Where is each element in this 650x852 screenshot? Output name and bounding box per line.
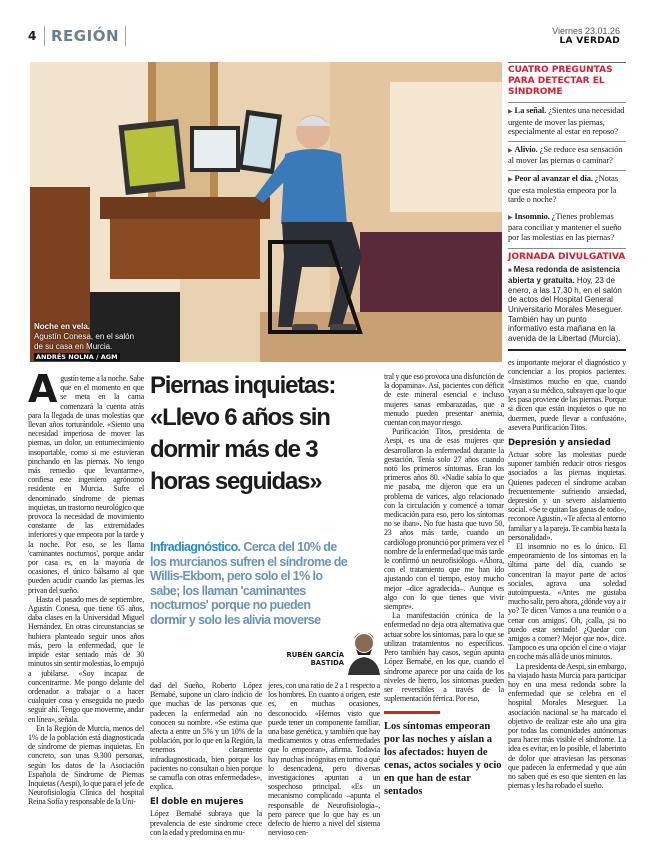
event-details: Hoy, 23 de enero, a las 17.30 h, en el salón de actos del Hospital General Universitario Morales Meseguer. También hay un punto informativo esta mañana en la avenida de la Libertad (Murcia). (508, 276, 623, 343)
event-text (508, 265, 626, 344)
article-column-1 (28, 367, 144, 807)
question-item (508, 209, 626, 243)
page-number: 4 (28, 29, 37, 43)
publication-name: LA VERDAD (559, 36, 620, 46)
author-photo (348, 629, 380, 675)
event-box (508, 248, 626, 352)
main-photo (30, 62, 502, 362)
paragraph: Purificación Titos, presidenta de Aespi, es una de esas mujeres que desarrollaron la enfermedad durante la gestación. Tenía solo 27 años cuando notó los primeros síntomas. Eran los primeros años 80. «Nadie sabía lo que me pasaba, me dijeron que era un problema de varices, algo relacionado con la circulación y comencé a tomar medicación para eso, pero los síntomas no se iban». No fue hasta que tuvo 50, 23 años más tarde, cuando un cardiólogo pronunció por primera vez el nombre de la enfermedad que más tarde le confirmó un neurofisiólogo. «Ahora, con el tratamiento que me han ido ajustando con el tiempo, estoy mucho mejor –dice agradecida–. Aunque es algo con lo que tienes que vivir siempre». (384, 427, 504, 612)
lower-columns (150, 681, 380, 837)
article-column-2 (150, 681, 262, 837)
photo-man-at-computer (30, 62, 502, 362)
pull-quote: Los síntomas empeoran por las noches y aíslan a los afectados: huyen de cenas, actos sociales y ocio en que han de estar sentados (384, 721, 502, 798)
masthead-info (552, 26, 620, 46)
event-label: Mesa redonda de asistencia abierta y gratuita. (508, 264, 620, 286)
question-text: ¿Notas que esta molestia empeora por la tarde o noche? (508, 172, 618, 205)
headline-line: horas seguidas» (150, 468, 322, 495)
subtitle (150, 540, 348, 627)
quote-accent-bar (384, 711, 440, 714)
question-item (508, 170, 626, 205)
drop-cap: A (28, 367, 58, 411)
caption-text: Agustín Conesa, en el salón de su casa en Murcia. (34, 332, 135, 351)
divider (508, 349, 626, 351)
paragraph: López Bernabé subraya que la prevalencia de este síndrome crece con la edad y predomina en mu- (150, 809, 262, 837)
photo-caption (34, 322, 144, 362)
question-text: ¿Se reduce esa sensación al mover las piernas o caminar? (508, 143, 623, 166)
paragraph: tral y que eso provoca una disfunción de la dopamina». Así, pacientes con déficit de este mineral esencial e incluso mujeres sanas embarazadas, que a menudo pueden presentar anemia, cuentan con mayor riesgo. (384, 372, 504, 428)
section-label: REGIÓN (44, 26, 126, 46)
sidebar-box (508, 62, 626, 351)
headline (150, 370, 380, 498)
sidebar-title: CUATRO PREGUNTAS PARA DETECTAR EL SÍNDROME (508, 62, 626, 98)
column-4-block (384, 372, 504, 798)
headline-line: Piernas inquietas: (150, 372, 336, 399)
triangle-bullet-icon: ▶ (508, 147, 513, 154)
byline: RUBÉN GARCÍA BASTIDA (286, 651, 344, 667)
question-text: ¿Sientes una necesidad urgente de mover las piernas, especialmente al estar en reposo? (508, 105, 625, 137)
paragraph: jeres, con una ratio de 2 a 1 respecto a los hombres. En cuanto a origen, este es, en muchas ocasiones, desconocido. «Hemos visto que puede tener un componente familiar, una base genética, y también que hay medicamentos y otras enfermedades que lo empeoran», afirma. Todavía hay muchas incógnitas en torno a qué lo desencadena, pero diversas investigaciones apuntan a un sospechoso principal. «Es un mecanismo complicado –apunta el responsable de Neurofisiología–, pero parece que lo que hay es un defecto de hierro a nivel del sistema nervioso cen- (268, 681, 380, 838)
triangle-bullet-icon: ▶ (508, 109, 513, 115)
event-title: JORNADA DIVULGATIVA (508, 251, 626, 262)
paragraph: La manifestación crónica de la enfermedad no deja otra alternativa que actuar sobre los síntomas, para lo que se utilizan tratamientos no específicos. Pero también hay casos, según apunta López Bernabé, en los que, cuando el síndrome aparece por una caída de los niveles de hierro, los síntomas pueden ser reversibles a través de la suplementación férrica. Por eso, (384, 611, 504, 704)
paragraph: En la Región de Murcia, menos del 1% de la población está diagnosticada de síndrome de piernas inquietas. En concreto, son unas 9.300 personas, según los datos de la Asociación Española de Síndrome de Piernas Inquietas (Aespi), lo que para el jefe de Neurofisiología Clínica del hospital Reina Sofía y responsable de la Uni- (28, 723, 144, 807)
article-column-3 (268, 681, 380, 837)
question-label: La señal. (514, 105, 547, 115)
paragraph: Hasta el pasado mes de septiembre, Agustín Conesa, que tiene 65 años, daba clases en la Universidad Miguel Hernández. En otras circunstancias se hubiera planteado seguir unos años más, pero la enfermedad, que le impide estar sentado más de 30 minutos sin sentir molestias, lo empujó a jubilarse. «Soy incapaz de concentrarme. Me pongo delante del ordenador a trabajar o a hacer cualquier cosa y enseguida no puedo seguir ahí. Tengo que moverme, andar en línea», señala. (28, 594, 144, 724)
headline-block (150, 370, 380, 837)
subheading: El doble en mujeres (150, 797, 244, 808)
byline-row (150, 629, 380, 675)
date: Viernes 23.01.26 (552, 26, 620, 36)
photo-credit: ANDRÉS NOLNA / AGM (36, 353, 118, 361)
question-label: Peor al avanzar el día. (514, 172, 593, 183)
caption-title: Noche en vela. (34, 322, 91, 331)
subtitle-text: Cerca del 10% de los murcianos sufren el síndrome de Willis-Ekbom, pero solo el 1% lo sabe; los llaman 'caminantes nocturnos' porque no pueden dormir y solo les alivia moverse (150, 540, 348, 627)
square-bullet-icon: ■ (508, 267, 512, 274)
subheading: Depresión y ansiedad (508, 437, 611, 448)
question-label: Alivio. (514, 143, 538, 154)
paragraph: El insomnio no es lo único. El empeoramiento de los síntomas en la última parte del día, cuando se concentran la mayor parte de actos sociales, agrava una soledad autoimpuesta. «Antes me gustaba mucho salir, pero ahora, ¿dónde voy a ir yo? Te dicen 'Vamos a una reunión o a cenar con amigos'. Oh, ¡calla, ¡si no puedo estar sentado! ¿Quedar con amigos a comer? Mejor que no», dice. Tampoco es una opción el cine o viajar en coche más allá de unos minutos. (508, 541, 626, 662)
paragraph: es importante mejorar el diagnóstico y concienciar a los propios pacientes. «Insistimos mucho en que, cuando vayan a su médico, subrayen que lo que les pasa proviene de las piernas. Porque si dicen que están inquietos o que no duermen, puede llevar a confusión», asevera Purificación Titos. (508, 358, 626, 432)
question-item (508, 141, 626, 166)
paragraph: dad del Sueño, Roberto López Bernabé, supone un claro indicio de que muchas de las personas que padecen la enfermedad aún no conocen su nombre. «Se estima que afecta a entre un 5% y un 10% de la población, por lo que en la Región, la tenemos claramente infradiagnosticada, bien porque los pacientes no consultan o bien porque se camufla con otras enfermedades», explica. (150, 681, 262, 792)
article-column-4 (384, 372, 504, 703)
article-column-5 (508, 358, 626, 790)
question-item (508, 102, 626, 137)
paragraph: La presidenta de Aespi, sin embargo, ha viajado hasta Murcia para participar hoy en una mesa redonda sobre la enfermedad que se celebra en el hospital Morales Meseguer. La asociación nacional se ha marcado el objetivo de realizar este año una gira por todas las comunidades autónomas para hacer más visible el síndrome. La idea es evitar, en lo posible, el laberinto de dolor que atraviesan las personas que padecen la enfermedad y que aún no saben qué es eso que sienten en las piernas y les ha robado el sueño. (508, 661, 626, 791)
question-text: ¿Tienes problemas para conciliar y mantener el sueño por las molestias en las piernas? (508, 210, 622, 242)
subtitle-lead: Infradiagnóstico. (150, 540, 241, 554)
headline-line: dormir más de 3 (150, 436, 318, 463)
headline-line: «Llevo 6 años sin (150, 404, 330, 431)
triangle-bullet-icon: ▶ (508, 176, 513, 183)
paragraph: Agustín teme a la noche. Sabe que en el momento en que se meta en la cama comenzará la cuenta atrás para la llegada de unas molestias que llevan años torturándole. «Siento una necesidad imperiosa de mover las piernas, un dolor, un entumecimiento insoportable, como si me estuvieran pinchando en las piernas. No tengo más remedio que levantarme», confiesa este ingeniero agrónomo residente en Murcia. Sufre el denominado síndrome de piernas inquietas, un trastorno neurológico que provoca la necesidad de movimiento constante de las extremidades inferiores y que empeora por la tarde y la noche. Por eso, se les llama 'caminantes nocturnos', porque andar por casa es, en la mayoría de ocasiones, el único bálsamo al que pueden acudir cuando las piernas les privan del sueño. (28, 367, 144, 595)
triangle-bullet-icon: ▶ (508, 214, 513, 221)
paragraph: Actuar sobre las molestias puede suponer también reducir otros riesgos asociados a las piernas inquietas. Quienes padecen el síndrome acaban frecuentemente sufriendo ansiedad, depresión y un severo aislamiento social. «Se te quitan las ganas de todo», reconoce Agustín. «Te afecta al entorno familiar y a la pareja. Te cambia hasta la personalidad». (508, 449, 626, 542)
question-label: Insomnio. (514, 210, 550, 221)
right-column (508, 62, 626, 790)
